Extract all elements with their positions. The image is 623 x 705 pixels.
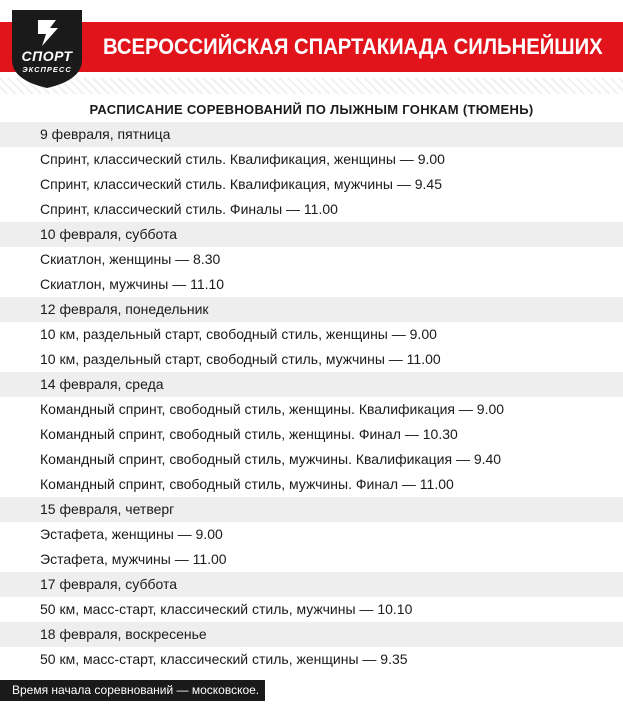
footnote: Время начала соревнований — московское.	[0, 680, 265, 701]
logo-text-sport: СПОРТ	[21, 48, 73, 64]
event-item: Спринт, классический стиль. Квалификация, женщины — 9.00	[0, 147, 623, 172]
event-item: Спринт, классический стиль. Финалы — 11.00	[0, 197, 623, 222]
day-header: 9 февраля, пятница	[0, 122, 623, 147]
event-item: 10 км, раздельный старт, свободный стиль, женщины — 9.00	[0, 322, 623, 347]
header	[0, 0, 623, 96]
event-item: Командный спринт, свободный стиль, женщины. Квалификация — 9.00	[0, 397, 623, 422]
event-item: 10 км, раздельный старт, свободный стиль, мужчины — 11.00	[0, 347, 623, 372]
day-header: 12 февраля, понедельник	[0, 297, 623, 322]
day-header: 10 февраля, суббота	[0, 222, 623, 247]
logo-text-express: ЭКСПРЕСС	[22, 65, 72, 74]
event-item: Скиатлон, мужчины — 11.10	[0, 272, 623, 297]
event-item: Командный спринт, свободный стиль, мужчины. Квалификация — 9.40	[0, 447, 623, 472]
event-item: Скиатлон, женщины — 8.30	[0, 247, 623, 272]
event-item: Эстафета, женщины — 9.00	[0, 522, 623, 547]
event-item: Эстафета, мужчины — 11.00	[0, 547, 623, 572]
event-item: 50 км, масс-старт, классический стиль, женщины — 9.35	[0, 647, 623, 672]
event-item: 50 км, масс-старт, классический стиль, мужчины — 10.10	[0, 597, 623, 622]
page-title: ВСЕРОССИЙСКАЯ СПАРТАКИАДА СИЛЬНЕЙШИХ	[103, 34, 603, 59]
day-header: 18 февраля, воскресенье	[0, 622, 623, 647]
event-item: Командный спринт, свободный стиль, мужчины. Финал — 11.00	[0, 472, 623, 497]
decorative-stripes	[0, 78, 623, 94]
event-item: Спринт, классический стиль. Квалификация, мужчины — 9.45	[0, 172, 623, 197]
day-header: 15 февраля, четверг	[0, 497, 623, 522]
day-header: 17 февраля, суббота	[0, 572, 623, 597]
schedule-list	[0, 122, 623, 672]
schedule-subtitle: РАСПИСАНИЕ СОРЕВНОВАНИЙ ПО ЛЫЖНЫМ ГОНКАМ (ТЮМЕНЬ)	[89, 102, 534, 117]
day-header: 14 февраля, среда	[0, 372, 623, 397]
event-item: Командный спринт, свободный стиль, женщины. Финал — 10.30	[0, 422, 623, 447]
